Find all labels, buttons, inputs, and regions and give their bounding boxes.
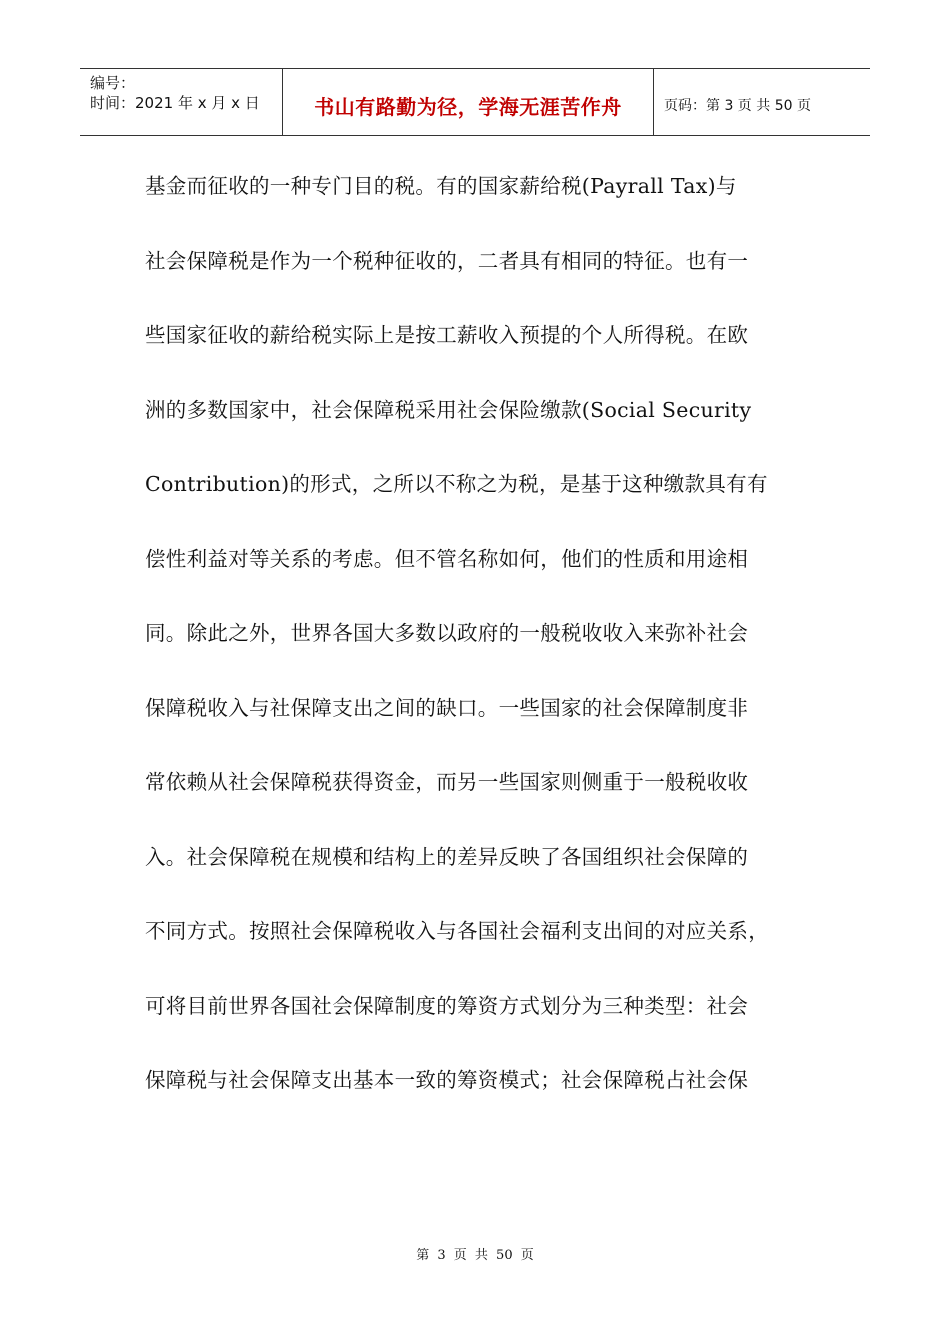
body-line: Contribution)的形式，之所以不称之为税，是基于这种缴款具有有 xyxy=(145,472,768,496)
body-line: 些国家征收的薪给税实际上是按工薪收入预提的个人所得税。在欧 xyxy=(145,323,749,347)
page-header xyxy=(80,68,870,136)
header-page-cell xyxy=(654,69,870,135)
body-line: 社会保障税是作为一个税种征收的，二者具有相同的特征。也有一 xyxy=(145,248,749,273)
serial-number-label: 编号： xyxy=(90,74,136,92)
body-line: 常依赖从社会保障税获得资金，而另一些国家则侧重于一般税收收 xyxy=(145,770,749,794)
body-line: 洲的多数国家中，社会保障税采用社会保险缴款(Social Security xyxy=(145,397,752,422)
body-line: 入。社会保障税在规模和结构上的差异反映了各国组织社会保障的 xyxy=(145,844,749,869)
header-motto-cell xyxy=(282,69,654,135)
page-number-info: 页码：第 3 页 共 50 页 xyxy=(664,98,811,114)
header-meta-cell xyxy=(80,69,282,135)
body-line: 可将目前世界各国社会保障制度的筹资方式划分为三种类型：社会 xyxy=(145,993,749,1018)
body-line: 同。除此之外，世界各国大多数以政府的一般税收收入来弥补社会 xyxy=(145,621,749,645)
date-label: 时间：2021 年 x 月 x 日 xyxy=(90,94,260,112)
page-footer: 第 3 页 共 50 页 xyxy=(416,1248,534,1263)
motto-text: 书山有路勤为径，学海无涯苦作舟 xyxy=(314,94,622,119)
body-line: 偿性利益对等关系的考虑。但不管名称如何，他们的性质和用途相 xyxy=(145,546,749,571)
document-body xyxy=(145,160,810,1129)
body-line: 保障税收入与社保障支出之间的缺口。一些国家的社会保障制度非 xyxy=(145,695,749,720)
body-line: 保障税与社会保障支出基本一致的筹资模式；社会保障税占社会保 xyxy=(145,1068,749,1092)
body-line: 不同方式。按照社会保障税收入与各国社会福利支出间的对应关系， xyxy=(145,919,769,943)
body-line: 基金而征收的一种专门目的税。有的国家薪给税(Payrall Tax)与 xyxy=(145,174,737,198)
